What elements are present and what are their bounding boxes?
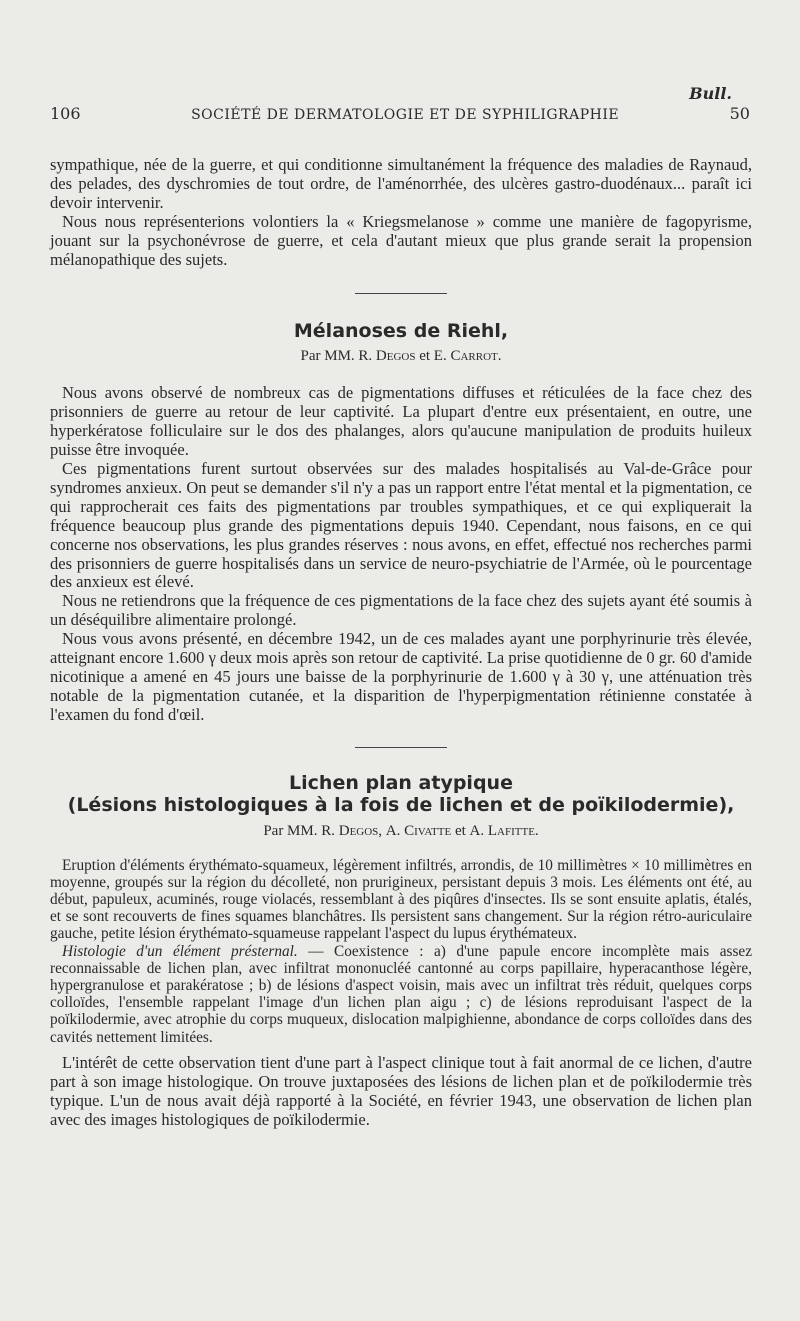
section-divider xyxy=(355,293,447,294)
article1-paragraph-2: Ces pigmentations furent surtout observées sur des malades hospitalisés au Val-de-Grâce pour syndromes anxieux. On peut se demander s'il n'y a pas un rapport entre l'état mental et la pigmentation, ce qui rapprocherait ces faits des pigmentations par troubles sympathiques, et ce qui expliquerait la fréquence beaucoup plus grande des pigmentations depuis 1940. Cependant, nous faisons, en ce qui concerne nos observations, les plus grandes réserves : nous avons, en effet, effectué nos recherches parmi des prisonniers de guerre hospitalisés dans un service de neuro-psychiatrie de l'Armée, où le pourcentage des anxieux est élevé. xyxy=(50,458,752,592)
article1-paragraph-3: Nous ne retiendrons que la fréquence de ces pigmentations de la face chez des sujets ayant été soumis à un déséquilibre alimentaire prolongé. xyxy=(50,591,752,630)
page-body xyxy=(50,156,752,1129)
intro-paragraph-1: sympathique, née de la guerre, et qui conditionne simultanément la fréquence des maladies de Raynaud, des pelades, des dyschromies de tout ordre, de l'aménorrhée, des ulcères gastro-duodénaux... paraît ici devoir intervenir. xyxy=(50,155,752,212)
author-name: A. Civatte xyxy=(385,822,452,839)
issue-number: 50 xyxy=(729,104,750,123)
article1-paragraph-4: Nous vous avons présenté, en décembre 1942, un de ces malades ayant une porphyrinurie très élevée, atteignant encore 1.600 γ deux mois après son retour de captivité. La prise quotidienne de 0 gr. 60 d'amide nicotinique a amené en 45 jours une baisse de la porphyrinurie de 1.600 γ à 30 γ, une atténuation très notable de la pigmentation cutanée, et la disparition de l'hyperpigmentation rétinienne constatée à l'examen du fond d'œil. xyxy=(50,629,752,724)
article1-byline xyxy=(50,347,752,366)
article2-paragraph-3: L'intérêt de cette observation tient d'une part à l'aspect clinique tout à fait anormal de ce lichen, d'autre part à son image histologique. On trouve juxtaposées des lésions de lichen plan et de poïkilodermie très typique. L'un de nous avait déjà rapporté à la Société, en février 1943, une observation de lichen plan avec des images histologiques de poïkilodermie. xyxy=(50,1052,752,1129)
article2-paragraph-1: Eruption d'éléments érythémato-squameux, légèrement infiltrés, arrondis, de 10 millimètres × 10 millimètres en moyenne, groupés sur la région du décolleté, non prurigineux, persistant depuis 3 mois. Les éléments ont été, au début, papuleux, acuminés, rouge violacés, ressemblant à des piqûres d'insectes. Ils se sont ensuite aplatis, étalés, et se sont recouverts de fines squames blanchâtres. Ils persistent sans changement. Sur la région rétro-auriculaire gauche, petite lésion érythémato-squameuse rappelant l'aspect du lupus érythémateux. xyxy=(50,856,752,943)
article2-title: Lichen plan atypique xyxy=(289,771,513,794)
author-name: E. Carrot. xyxy=(433,348,502,365)
page-number: 106 xyxy=(50,104,81,123)
byline-prefix: Par MM. xyxy=(263,822,318,839)
histology-text: — Coexistence : a) d'une papule encore incomplète mais assez reconnaissable de lichen plan, avec infiltrat mononucléé cantonné au corps papillaire, hyperacanthose légère, hypergranulose et parakératose ; b) de lésions d'aspect voisin, mais avec un infiltrat très réduit, quelques corps colloïdes, l'ensemble rappelant l'image d'un lichen plan aigu ; c) de lésions reproduisant l'aspect de la poïkilodermie, avec atrophie du corps muqueux, dislocation malpighienne, abondance de corps colloïdes dans des cavités nettement limitées. xyxy=(50,942,752,1046)
running-header xyxy=(50,104,750,123)
article1-paragraph-1: Nous avons observé de nombreux cas de pigmentations diffuses et réticulées de la face chez des prisonniers de guerre au retour de leur captivité. La plupart d'entre eux présentaient, en outre, une hyperkératose folliculaire sur le dos des phalanges, alors qu'aucune manipulation de produits huileux puisse être invoquée. xyxy=(50,383,752,460)
author-name: A. Lafitte. xyxy=(469,822,539,839)
bulletin-abbreviation: Bull. xyxy=(689,84,732,103)
article1-title: Mélanoses de Riehl, xyxy=(293,320,509,343)
article2-subtitle: (Lésions histologiques à la fois de lichen et de poïkilodermie), xyxy=(67,793,735,816)
section-divider xyxy=(355,747,447,748)
intro-paragraph-2: Nous nous représenterions volontiers la « Kriegsmelanose » comme une manière de fagopyrisme, jouant sur la psychonévrose de guerre, et cela d'autant mieux que plus grande serait la propension mélanopathique des sujets. xyxy=(50,211,752,269)
article2-byline xyxy=(50,822,752,841)
author-name: R. Degos, xyxy=(321,822,383,839)
byline-conjunction: et xyxy=(454,822,466,839)
journal-title: SOCIÉTÉ DE DERMATOLOGIE ET DE SYPHILIGRAPHIE xyxy=(191,107,620,123)
byline-prefix: Par MM. xyxy=(300,348,355,365)
histology-label: Histologie d'un élément présternal. xyxy=(62,942,298,960)
article2-paragraph-2 xyxy=(50,943,752,1046)
author-name: R. Degos xyxy=(358,348,416,365)
byline-conjunction: et xyxy=(419,348,431,365)
